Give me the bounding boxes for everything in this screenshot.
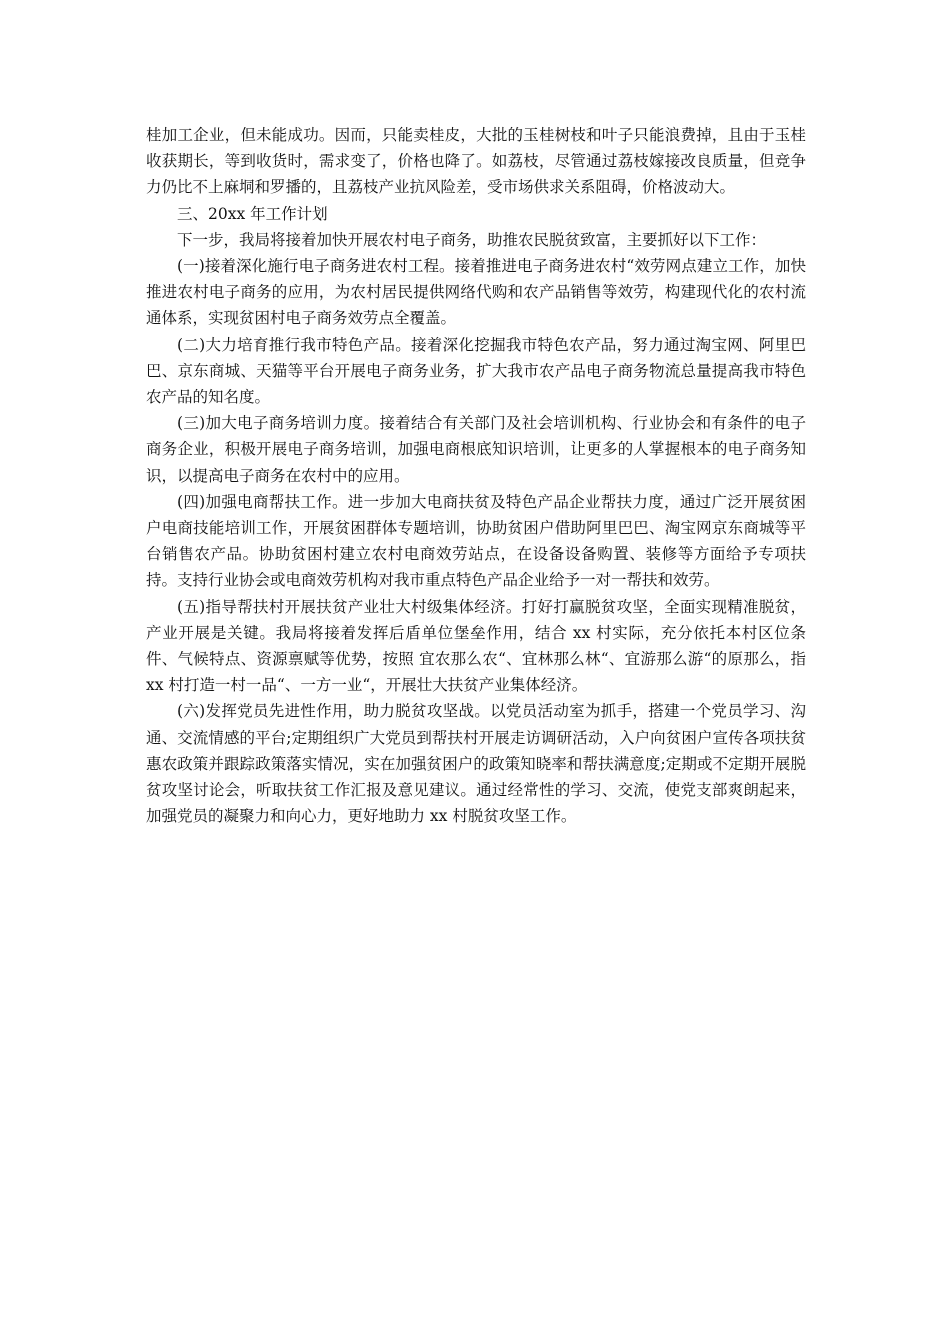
paragraph-item-3: (三)加大电子商务培训力度。接着结合有关部门及社会培训机构、行业协会和有条件的电子商务企业，积极开展电子商务培训，加强电商根底知识培训，让更多的人掌握根本的电子商务知识，以提高电子商务在农村中的应用。	[146, 414, 806, 485]
paragraph-item-6: (六)发挥党员先进性作用，助力脱贫攻坚战。以党员活动室为抓手，搭建一个党员学习、沟通、交流情感的平台;定期组织广大党员到帮扶村开展走访调研活动，入户向贫困户宣传各项扶贫惠农政策并跟踪政策落实情况，实在加强贫困户的政策知晓率和帮扶满意度;定期或不定期开展脱贫攻坚讨论会，听取扶贫工作汇报及意见建议。通过经常性的学习、交流，使党支部爽朗起来，加强党员的凝聚力和向心力，更好地助力 xx 村脱贫攻坚工作。	[146, 702, 806, 826]
paragraph-continuation: 桂加工企业，但未能成功。因而，只能卖桂皮，大批的玉桂树枝和叶子只能浪费掉，且由于玉桂收获期长，等到收货时，需求变了，价格也降了。如荔枝，尽管通过荔枝嫁接改良质量，但竞争力仍比不上麻垌和罗播的，且荔枝产业抗风险差，受市场供求关系阻碍，价格波动大。	[146, 126, 806, 197]
paragraph-item-5: (五)指导帮扶村开展扶贫产业壮大村级集体经济。打好打赢脱贫攻坚，全面实现精准脱贫，产业开展是关键。我局将接着发挥后盾单位堡垒作用，结合 xx 村实际，充分依托本村区位条件、气候特点、资源禀赋等优势，按照 宜农那么农“、宜林那么林“、宜游那么游“的原那么，指 xx 村打造一村一品“、一方一业“，开展壮大扶贫产业集体经济。	[146, 597, 806, 695]
paragraph-item-1: (一)接着深化施行电子商务进农村工程。接着推进电子商务进农村“效劳网点建立工作，加快推进农村电子商务的应用，为农村居民提供网络代购和农产品销售等效劳，构建现代化的农村流通体系，实现贫困村电子商务效劳点全覆盖。	[146, 257, 806, 328]
section-heading: 三、20xx 年工作计划	[177, 204, 328, 223]
paragraph-intro: 下一步，我局将接着加快开展农村电子商务，助推农民脱贫致富，主要抓好以下工作：	[177, 230, 767, 249]
document-body	[146, 122, 806, 829]
paragraph-item-4: (四)加强电商帮扶工作。进一步加大电商扶贫及特色产品企业帮扶力度，通过广泛开展贫困户电商技能培训工作，开展贫困群体专题培训，协助贫困户借助阿里巴巴、淘宝网京东商城等平台销售农产品。协助贫困村建立农村电商效劳站点，在设备设备购置、装修等方面给予专项扶持。支持行业协会或电商效劳机构对我市重点特色产品企业给予一对一帮扶和效劳。	[146, 492, 806, 590]
paragraph-item-2: (二)大力培育推行我市特色产品。接着深化挖掘我市特色农产品，努力通过淘宝网、阿里巴巴、京东商城、天猫等平台开展电子商务业务，扩大我市农产品电子商务物流总量提高我市特色农产品的知名度。	[146, 335, 806, 407]
